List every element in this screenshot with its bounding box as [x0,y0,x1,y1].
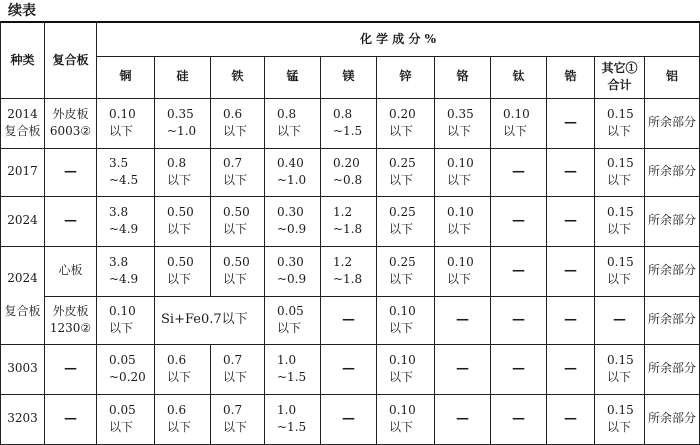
kind-cell: 2014 复合板 [1,98,45,148]
cu-cell: 0.10 以下 [97,98,155,148]
ti-cell: — [491,246,547,296]
si-fe-cell: Si+Fe0.7以下 [155,296,265,344]
clad-cell: 外皮板 1230② [45,296,97,344]
kind-cell: 3003 [1,344,45,394]
zn-cell: 0.10 以下 [377,394,435,444]
kind-cell: 2024 [1,196,45,246]
zn-cell: 0.25 以下 [377,148,435,196]
mg-cell: — [321,296,377,344]
al-cell: 所余部分 [645,148,700,196]
cu-cell: 0.05 以下 [97,394,155,444]
kind-cell: 2017 [1,148,45,196]
si-cell: 0.8 以下 [155,148,211,196]
cu-cell: 0.10 以下 [97,296,155,344]
mg-cell: — [321,394,377,444]
al-cell: 所余部分 [645,344,700,394]
table-row [1,296,700,344]
al-cell: 所余部分 [645,246,700,296]
other-cell: 0.15 以下 [595,196,645,246]
clad-cell: — [45,344,97,394]
ti-cell: — [491,394,547,444]
si-cell: 0.6 以下 [155,394,211,444]
header-zn: 锌 [377,56,435,98]
header-fe: 铁 [211,56,265,98]
al-cell: 所余部分 [645,394,700,444]
table-caption: 续表 [8,3,36,19]
header-row-group [1,22,700,56]
fe-cell: 0.6 以下 [211,98,265,148]
clad-cell: — [45,148,97,196]
cu-cell: 0.05 ~0.20 [97,344,155,394]
mn-cell: 0.05 以下 [265,296,321,344]
zn-cell: 0.10 以下 [377,344,435,394]
ti-cell: — [491,296,547,344]
fe-cell: 0.7 以下 [211,148,265,196]
other-cell: 0.15 以下 [595,148,645,196]
al-cell: 所余部分 [645,296,700,344]
header-clad: 复合板 [45,22,97,98]
cu-cell: 3.8 ~4.9 [97,196,155,246]
cu-cell: 3.5 ~4.5 [97,148,155,196]
table-row [1,246,700,296]
other-cell: 0.15 以下 [595,246,645,296]
zn-cell: 0.10 以下 [377,296,435,344]
table-row [1,344,700,394]
header-other: 其它① 合计 [595,56,645,98]
si-cell: 0.50 以下 [155,196,211,246]
si-cell: 0.35 ~1.0 [155,98,211,148]
mg-cell: — [321,344,377,394]
cu-cell: 3.8 ~4.9 [97,246,155,296]
zr-cell: — [547,344,595,394]
header-row-elements [1,56,700,98]
si-cell: 0.50 以下 [155,246,211,296]
mg-cell: 1.2 ~1.8 [321,196,377,246]
zr-cell: — [547,148,595,196]
cr-cell: — [435,394,491,444]
header-kind: 种类 [1,22,45,98]
clad-cell: — [45,394,97,444]
other-cell: 0.15 以下 [595,98,645,148]
cr-cell: — [435,296,491,344]
kind-cell: 3203 [1,394,45,444]
header-si: 硅 [155,56,211,98]
clad-cell: 外皮板 6003② [45,98,97,148]
clad-cell: 心板 [45,246,97,296]
header-mg: 镁 [321,56,377,98]
mg-cell: 0.8 ~1.5 [321,98,377,148]
cr-cell: 0.10 以下 [435,246,491,296]
other-cell: — [595,296,645,344]
fe-cell: 0.7 以下 [211,394,265,444]
ti-cell: — [491,196,547,246]
cr-cell: 0.10 以下 [435,148,491,196]
header-cr: 铬 [435,56,491,98]
header-chem-group: 化 学 成 分 % [97,22,700,56]
mn-cell: 0.8 以下 [265,98,321,148]
fe-cell: 0.50 以下 [211,246,265,296]
mg-cell: 1.2 ~1.8 [321,246,377,296]
header-cu: 铜 [97,56,155,98]
al-cell: 所余部分 [645,196,700,246]
zr-cell: — [547,296,595,344]
mn-cell: 0.30 ~0.9 [265,246,321,296]
zn-cell: 0.25 以下 [377,246,435,296]
al-cell: 所余部分 [645,98,700,148]
fe-cell: 0.7 以下 [211,344,265,394]
table-row [1,394,700,444]
mn-cell: 0.40 ~1.0 [265,148,321,196]
cr-cell: 0.10 以下 [435,196,491,246]
other-cell: 0.15 以下 [595,344,645,394]
other-cell: 0.15 以下 [595,394,645,444]
table-row [1,98,700,148]
mn-cell: 1.0 ~1.5 [265,394,321,444]
zn-cell: 0.20 以下 [377,98,435,148]
header-al: 铝 [645,56,700,98]
cr-cell: — [435,344,491,394]
fe-cell: 0.50 以下 [211,196,265,246]
ti-cell: — [491,148,547,196]
zr-cell: — [547,394,595,444]
mn-cell: 0.30 ~0.9 [265,196,321,246]
ti-cell: — [491,344,547,394]
header-mn: 锰 [265,56,321,98]
zr-cell: — [547,98,595,148]
table-row [1,196,700,246]
table-row [1,148,700,196]
zr-cell: — [547,196,595,246]
mg-cell: 0.20 ~0.8 [321,148,377,196]
zn-cell: 0.25 以下 [377,196,435,246]
mn-cell: 1.0 ~1.5 [265,344,321,394]
clad-cell: — [45,196,97,246]
kind-cell: 2024 复合板 [1,246,45,344]
header-zr: 锆 [547,56,595,98]
ti-cell: 0.10 以下 [491,98,547,148]
si-cell: 0.6 以下 [155,344,211,394]
header-ti: 钛 [491,56,547,98]
zr-cell: — [547,246,595,296]
cr-cell: 0.35 以下 [435,98,491,148]
composition-table [0,21,700,445]
